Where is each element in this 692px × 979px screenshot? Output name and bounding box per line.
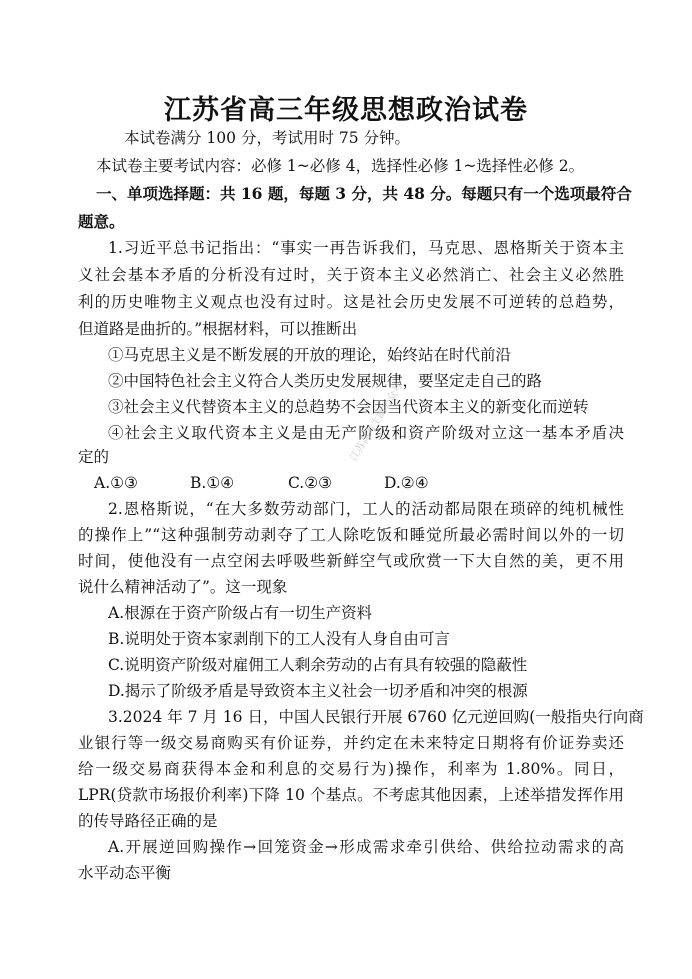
q1-item: ④社会主义取代资本主义是由无产阶级和资产阶级对立这一基本矛盾决 <box>108 424 624 442</box>
q1-stem-line: 但道路是曲折的。”根据材料，可以推断出 <box>78 320 358 338</box>
q2-option-b: B.说明处于资本家剥削下的工人没有人身自由可言 <box>108 630 450 648</box>
q2-option-c: C.说明资产阶级对雇佣工人剩余劳动的占有具有较强的隐蔽性 <box>108 656 528 674</box>
q1-stem-line: 义社会基本矛盾的分析没有过时，关于资本主义必然消亡、社会主义必然胜 <box>78 266 624 284</box>
q1-item-cont: 定的 <box>78 448 110 466</box>
q2-stem-line: 的操作上”“这种强制劳动剥夺了工人除吃饭和睡觉所最必需时间以外的一切 <box>78 526 624 544</box>
section-heading-cont: 题意。 <box>78 212 125 231</box>
q1-item: ③社会主义代替资本主义的总趋势不会因当代资本主义的新变化而逆转 <box>108 398 589 416</box>
q2-stem-line: 说什么精神活动了”。这一现象 <box>78 578 288 596</box>
q2-option-d: D.揭示了阶级矛盾是导致资本主义社会一切矛盾和冲突的根源 <box>108 682 528 700</box>
q3-option-a: A.开展逆回购操作→回笼资金→形成需求牵引供给、供给拉动需求的高 <box>108 838 624 856</box>
q1-stem-line: 利的历史唯物主义观点也没有过时。这是社会历史发展不可逆转的总趋势， <box>78 293 624 311</box>
q3-stem-line: 的传导路径正确的是 <box>78 812 218 830</box>
q2-stem-line: 时间，使他没有一点空闲去呼吸些新鲜空气或欣赏一下大自然的美，更不用 <box>78 552 624 570</box>
q1-item: ①马克思主义是不断发展的开放的理论，始终站在时代前沿 <box>108 346 512 364</box>
watermark: 江苏高考生圈公众号 <box>348 380 406 463</box>
q3-stem-line: LPR(贷款市场报价利率)下降 10 个基点。不考虑其他因素，上述举措发挥作用 <box>78 786 624 804</box>
q3-stem-line: 3.2024 年 7 月 16 日，中国人民银行开展 6760 亿元逆回购(一般指央行向商 <box>108 708 644 726</box>
q2-stem-line: 2.恩格斯说，“在大多数劳动部门，工人的活动都局限在琐碎的纯机械性 <box>108 500 624 518</box>
q1-option-c: C.②③ <box>288 474 333 492</box>
q2-option-a: A.根源在于资产阶级占有一切生产资料 <box>108 604 373 622</box>
q3-stem-line: 业银行等一级交易商购买有价证券，并约定在未来特定日期将有价证券卖还 <box>78 734 624 752</box>
exam-scope: 本试卷主要考试内容：必修 1~必修 4，选择性必修 1~选择性必修 2。 <box>96 157 585 175</box>
q1-option-b: B.①④ <box>190 474 235 492</box>
page-title: 江苏省高三年级思想政治试卷 <box>164 95 528 126</box>
q1-option-a: A.①③ <box>94 474 138 492</box>
section-heading: 一、单项选择题：共 16 题，每题 3 分，共 48 分。每题只有一个选项最符合 <box>96 184 632 203</box>
q3-stem-line: 给一级交易商获得本金和利息的交易行为)操作，利率为 1.80%。同日， <box>78 760 624 778</box>
exam-info: 本试卷满分 100 分，考试用时 75 分钟。 <box>124 129 411 147</box>
q1-option-d: D.②④ <box>384 474 429 492</box>
q1-item: ②中国特色社会主义符合人类历史发展规律，要坚定走自己的路 <box>108 372 543 390</box>
q1-stem-line: 1.习近平总书记指出：“事实一再告诉我们，马克思、恩格斯关于资本主 <box>108 239 624 257</box>
q3-option-a-cont: 水平动态平衡 <box>78 864 172 882</box>
